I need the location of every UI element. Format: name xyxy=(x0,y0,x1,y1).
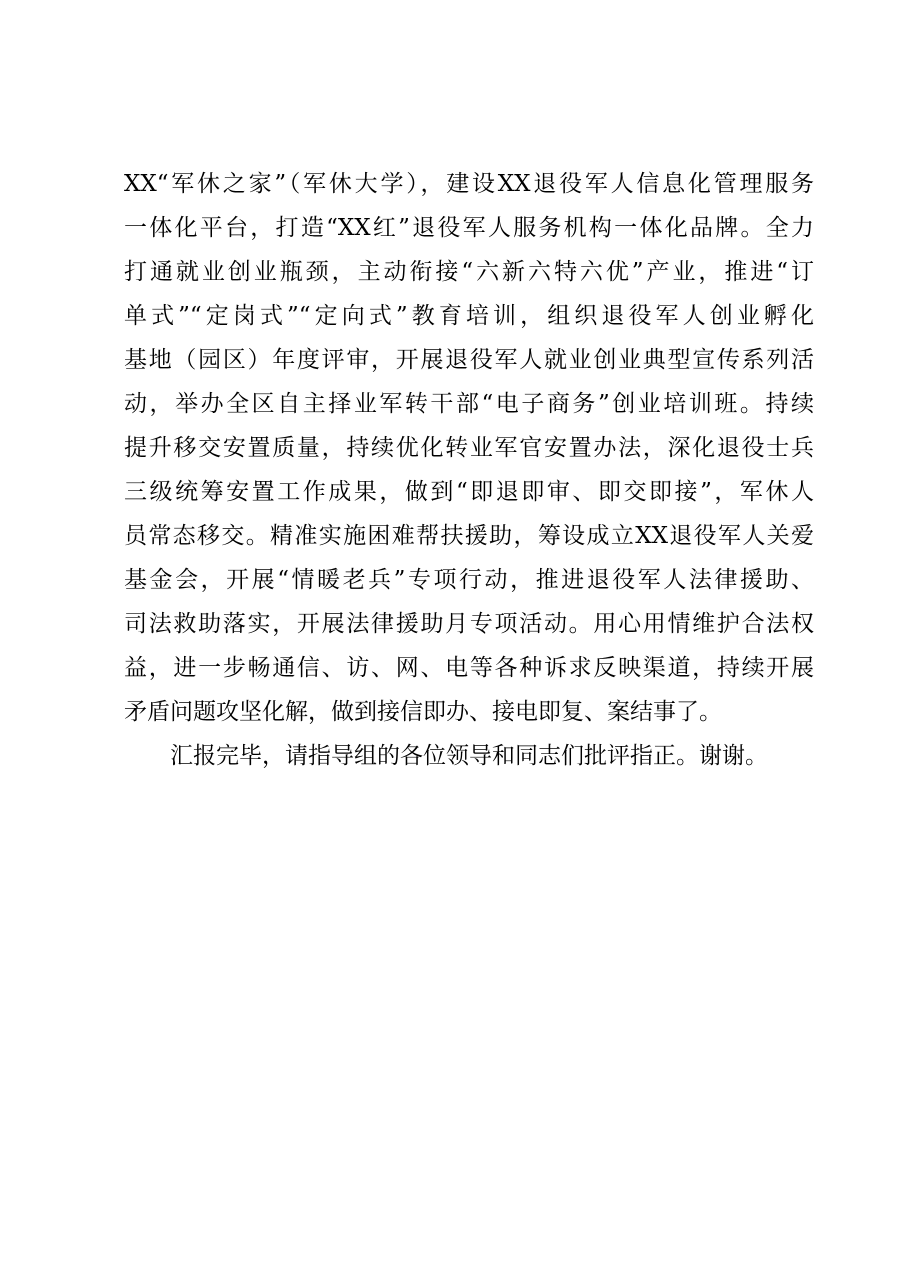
paragraph-line: 一体化平台，打造“XX红”退役军人服务机构一体化品牌。全力 xyxy=(124,215,814,241)
paragraph-line: 三级统筹安置工作成果，做到“即退即审、即交即接”，军休人 xyxy=(124,479,814,505)
paragraph-line: 司法救助落实，开展法律援助月专项活动。用心用情维护合法权 xyxy=(124,611,814,637)
paragraph-line: 矛盾问题攻坚化解，做到接信即办、接电即复、案结事了。 xyxy=(124,699,722,725)
paragraph-line: 员常态移交。精准实施困难帮扶援助，筹设成立XX退役军人关爱 xyxy=(124,523,814,549)
closing-line: 汇报完毕，请指导组的各位领导和同志们批评指正。谢谢。 xyxy=(170,743,768,769)
paragraph-line: 提升移交安置质量，持续优化转业军官安置办法，深化退役士兵 xyxy=(124,435,814,461)
paragraph-line: 动，举办全区自主择业军转干部“电子商务”创业培训班。持续 xyxy=(124,391,814,417)
paragraph-line: 基地（园区）年度评审，开展退役军人就业创业典型宣传系列活 xyxy=(124,347,814,373)
document-body xyxy=(124,162,814,778)
paragraph-line: 益，进一步畅通信、访、网、电等各种诉求反映渠道，持续开展 xyxy=(124,655,814,681)
paragraph-line: 打通就业创业瓶颈，主动衔接“六新六特六优”产业，推进“订 xyxy=(124,259,814,285)
paragraph-line: XX“军休之家”（军休大学），建设XX退役军人信息化管理服务 xyxy=(124,171,814,197)
paragraph-line: 单式”“定岗式”“定向式”教育培训，组织退役军人创业孵化 xyxy=(124,303,814,329)
paragraph-line: 基金会，开展“情暖老兵”专项行动，推进退役军人法律援助、 xyxy=(124,567,814,593)
